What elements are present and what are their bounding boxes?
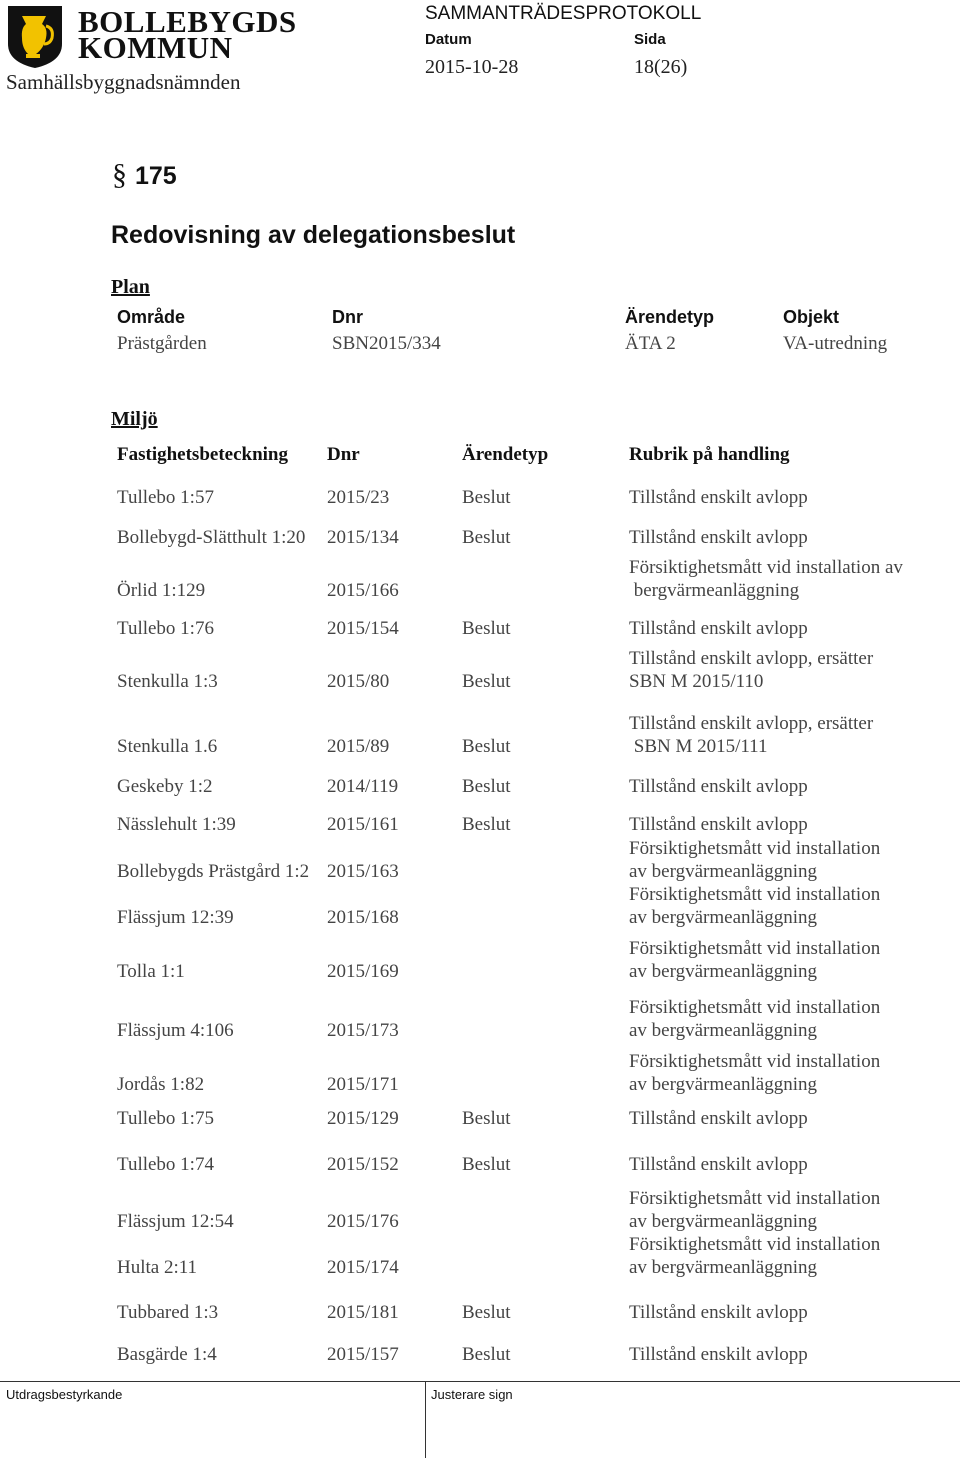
heading-cell-continued: bergvärmeanläggning <box>629 580 800 601</box>
plan-col-arendetyp: Ärendetyp <box>625 307 715 327</box>
heading-cell-continued: av bergvärmeanläggning <box>629 1257 817 1278</box>
type-cell: Beslut <box>462 487 511 508</box>
miljo-col-rubrik: Rubrik på handling <box>629 444 790 465</box>
plan-cell: Prästgården <box>117 333 207 354</box>
dnr-cell: 2015/168 <box>327 907 399 928</box>
dnr-cell: 2015/181 <box>327 1302 399 1323</box>
heading-cell: Tillstånd enskilt avlopp <box>629 527 808 548</box>
type-cell: Beslut <box>462 527 511 548</box>
municipal-crest-icon <box>6 4 64 70</box>
logo-name-line2: KOMMUN <box>78 30 233 65</box>
heading-cell-continued: av bergvärmeanläggning <box>629 1211 817 1232</box>
property-cell: Hulta 2:11 <box>117 1257 198 1278</box>
footer <box>0 1381 960 1458</box>
paragraph-number <box>112 158 177 192</box>
plan-col-objekt: Objekt <box>783 307 840 327</box>
heading-cell: Försiktighetsmått vid installation <box>629 1188 881 1209</box>
page-value: 18(26) <box>634 56 688 78</box>
property-cell: Jordås 1:82 <box>117 1074 205 1095</box>
dnr-cell: 2015/166 <box>327 580 399 601</box>
date-label: Datum <box>425 31 472 48</box>
type-cell: Beslut <box>462 671 511 692</box>
type-cell: Beslut <box>462 814 511 835</box>
dnr-cell: 2014/119 <box>327 776 399 797</box>
property-cell: Stenkulla 1.6 <box>117 736 218 757</box>
property-cell: Örlid 1:129 <box>117 580 206 601</box>
dnr-cell: 2015/134 <box>327 527 399 548</box>
committee-name: Samhällsbyggnadsnämnden <box>6 70 241 94</box>
miljo-col-fastighet: Fastighetsbeteckning <box>117 444 288 465</box>
logo-name-line1: BOLLEBYGDS <box>78 4 297 39</box>
dnr-cell: 2015/152 <box>327 1154 399 1175</box>
property-cell: Tubbared 1:3 <box>117 1302 219 1323</box>
dnr-cell: 2015/171 <box>327 1074 399 1095</box>
paragraph-number-value: 175 <box>135 162 177 190</box>
property-cell: Stenkulla 1:3 <box>117 671 218 692</box>
property-cell: Tullebo 1:76 <box>117 618 214 639</box>
type-cell: Beslut <box>462 1344 511 1365</box>
dnr-cell: 2015/154 <box>327 618 399 639</box>
heading-cell: Tillstånd enskilt avlopp <box>629 814 808 835</box>
type-cell: Beslut <box>462 1108 511 1129</box>
footer-certification-label: Utdragsbestyrkande <box>6 1387 123 1402</box>
property-cell: Flässjum 12:39 <box>117 907 234 928</box>
property-cell: Tullebo 1:57 <box>117 487 214 508</box>
type-cell: Beslut <box>462 618 511 639</box>
property-cell: Flässjum 4:106 <box>117 1020 234 1041</box>
section-heading-plan: Plan <box>111 276 150 298</box>
property-cell: Nässlehult 1:39 <box>117 814 236 835</box>
property-cell: Bollebygds Prästgård 1:2 <box>117 861 310 882</box>
dnr-cell: 2015/157 <box>327 1344 399 1365</box>
heading-cell: Tillstånd enskilt avlopp <box>629 776 808 797</box>
type-cell: Beslut <box>462 1154 511 1175</box>
dnr-cell: 2015/80 <box>327 671 390 692</box>
heading-cell: Tillstånd enskilt avlopp <box>629 487 808 508</box>
miljo-col-arendetyp: Ärendetyp <box>462 444 549 465</box>
property-cell: Geskeby 1:2 <box>117 776 213 797</box>
dnr-cell: 2015/174 <box>327 1257 399 1278</box>
heading-cell: Tillstånd enskilt avlopp <box>629 1302 808 1323</box>
heading-cell-continued: av bergvärmeanläggning <box>629 1074 817 1095</box>
page-label: Sida <box>634 31 666 48</box>
property-cell: Bollebygd-Slätthult 1:20 <box>117 527 306 548</box>
plan-cell: VA-utredning <box>783 333 888 354</box>
plan-col-dnr: Dnr <box>332 307 363 327</box>
plan-cell: SBN2015/334 <box>332 333 441 354</box>
heading-cell: Försiktighetsmått vid installation <box>629 884 881 905</box>
property-cell: Tullebo 1:74 <box>117 1154 214 1175</box>
dnr-cell: 2015/163 <box>327 861 399 882</box>
property-cell: Basgärde 1:4 <box>117 1344 217 1365</box>
type-cell: Beslut <box>462 736 511 757</box>
dnr-cell: 2015/161 <box>327 814 399 835</box>
heading-cell: Försiktighetsmått vid installation <box>629 938 881 959</box>
type-cell: Beslut <box>462 1302 511 1323</box>
plan-col-omrade: Område <box>117 307 186 327</box>
dnr-cell: 2015/129 <box>327 1108 399 1129</box>
heading-cell: Tillstånd enskilt avlopp, ersätter <box>629 713 874 734</box>
page-title: Redovisning av delegationsbeslut <box>111 221 516 249</box>
heading-cell-continued: av bergvärmeanläggning <box>629 1020 817 1041</box>
heading-cell: Tillstånd enskilt avlopp <box>629 618 808 639</box>
miljo-col-dnr: Dnr <box>327 444 360 465</box>
heading-cell: Försiktighetsmått vid installation <box>629 997 881 1018</box>
heading-cell: Försiktighetsmått vid installation <box>629 1051 881 1072</box>
heading-cell: Försiktighetsmått vid installation av <box>629 557 903 578</box>
heading-cell-continued: av bergvärmeanläggning <box>629 961 817 982</box>
dnr-cell: 2015/23 <box>327 487 390 508</box>
paragraph-sign: § <box>112 158 127 191</box>
footer-column-divider <box>425 1381 426 1458</box>
property-cell: Tolla 1:1 <box>117 961 185 982</box>
heading-cell: Tillstånd enskilt avlopp, ersätter <box>629 648 874 669</box>
heading-cell: Tillstånd enskilt avlopp <box>629 1344 808 1365</box>
footer-signature-label: Justerare sign <box>431 1387 513 1402</box>
heading-cell-continued: av bergvärmeanläggning <box>629 861 817 882</box>
dnr-cell: 2015/173 <box>327 1020 399 1041</box>
date-value: 2015-10-28 <box>425 56 519 78</box>
dnr-cell: 2015/89 <box>327 736 390 757</box>
heading-cell: Tillstånd enskilt avlopp <box>629 1154 808 1175</box>
heading-cell-continued: SBN M 2015/110 <box>629 671 764 692</box>
heading-cell: Försiktighetsmått vid installation <box>629 838 881 859</box>
heading-cell-continued: SBN M 2015/111 <box>629 736 768 757</box>
dnr-cell: 2015/169 <box>327 961 399 982</box>
heading-cell: Tillstånd enskilt avlopp <box>629 1108 808 1129</box>
heading-cell: Försiktighetsmått vid installation <box>629 1234 881 1255</box>
document-type: SAMMANTRÄDESPROTOKOLL <box>425 3 702 24</box>
plan-cell: ÄTA 2 <box>625 333 676 354</box>
footer-divider-line <box>0 1381 960 1382</box>
property-cell: Flässjum 12:54 <box>117 1211 234 1232</box>
dnr-cell: 2015/176 <box>327 1211 399 1232</box>
section-heading-miljo: Miljö <box>111 408 158 430</box>
property-cell: Tullebo 1:75 <box>117 1108 214 1129</box>
type-cell: Beslut <box>462 776 511 797</box>
heading-cell-continued: av bergvärmeanläggning <box>629 907 817 928</box>
